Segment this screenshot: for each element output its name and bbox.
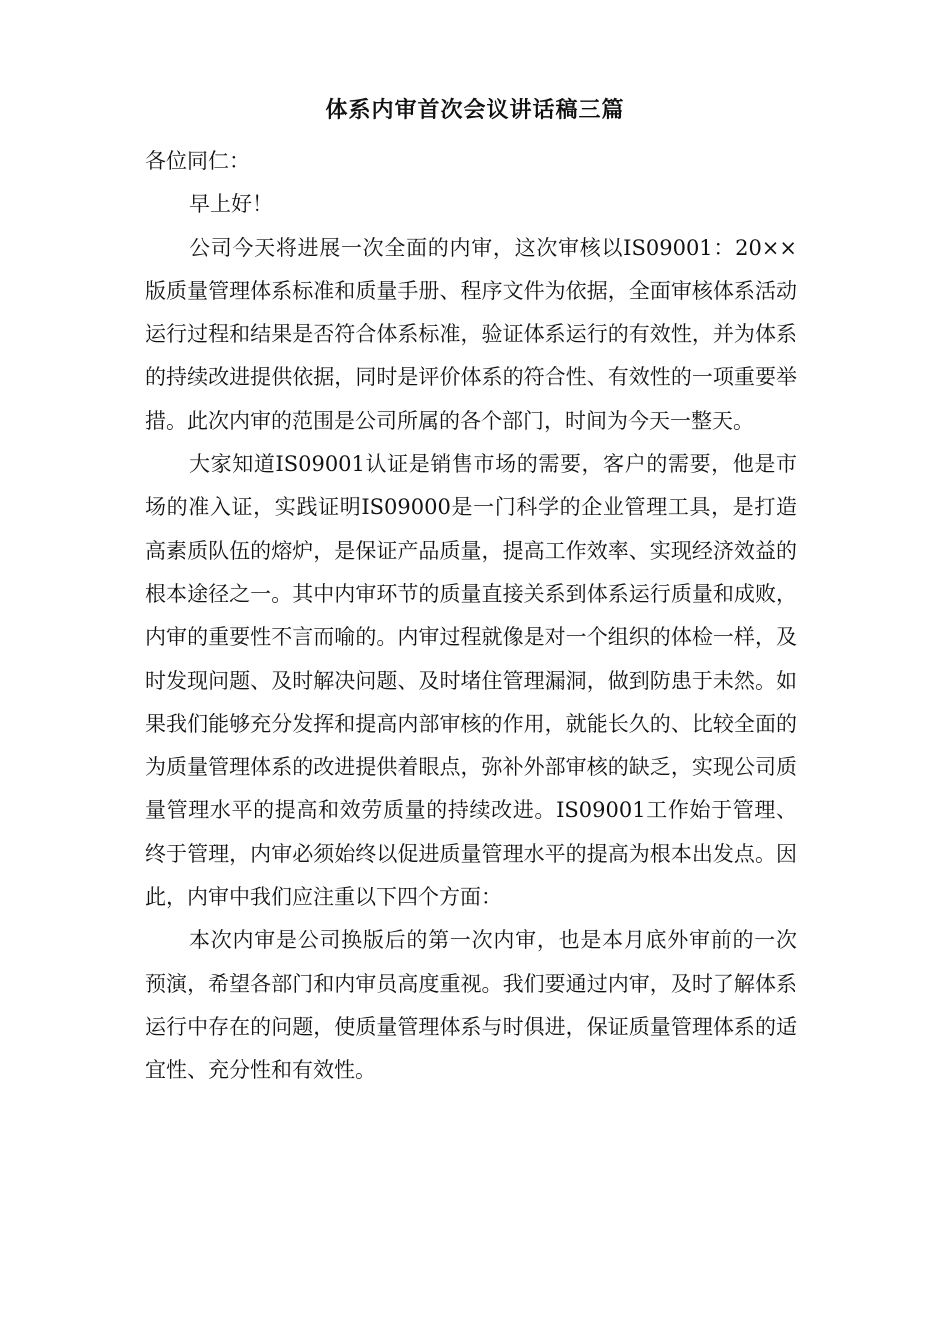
salutation: 各位同仁：	[145, 149, 250, 173]
document-title: 体系内审首次会议讲话稿三篇	[325, 97, 625, 123]
paragraph-audit-importance: 大家知道IS09001认证是销售市场的需要，客户的需要，他是市场的准入证，实践证明IS09000是一门科学的企业管理工具，是打造高素质队伍的熔炉，是保证产品质量，提高工作效率、实现经济效益的根本途径之一。其中内审环节的质量直接关系到体系运行质量和成败，内审的重要性不言而喻的。内审过程就像是对一个组织的体检一样，及时发现问题、及时解决问题、及时堵住管理漏洞，做到防患于未然。如果我们能够充分发挥和提高内部审核的作用，就能长久的、比较全面的为质量管理体系的改进提供着眼点，弥补外部审核的缺乏，实现公司质量管理水平的提高和效劳质量的持续改进。IS09001工作始于管理、终于管理，内审必须始终以促进质量管理水平的提高为根本出发点。因此，内审中我们应注重以下四个方面：	[145, 452, 797, 910]
paragraph-greeting: 早上好！	[189, 192, 273, 217]
paragraph-audit-scope: 公司今天将进展一次全面的内审，这次审核以IS09001：20××版质量管理体系标准和质量手册、程序文件为依据，全面审核体系活动运行过程和结果是否符合体系标准，验证体系运行的有效性，并为体系的持续改进提供依据，同时是评价体系的符合性、有效性的一项重要举措。此次内审的范围是公司所属的各个部门，时间为今天一整天。	[145, 235, 797, 433]
paragraph-audit-expectation: 本次内审是公司换版后的第一次内审，也是本月底外审前的一次预演，希望各部门和内审员高度重视。我们要通过内审，及时了解体系运行中存在的问题，使质量管理体系与时俱进，保证质量管理体系的适宜性、充分性和有效性。	[145, 928, 797, 1083]
document-body	[145, 140, 797, 1093]
